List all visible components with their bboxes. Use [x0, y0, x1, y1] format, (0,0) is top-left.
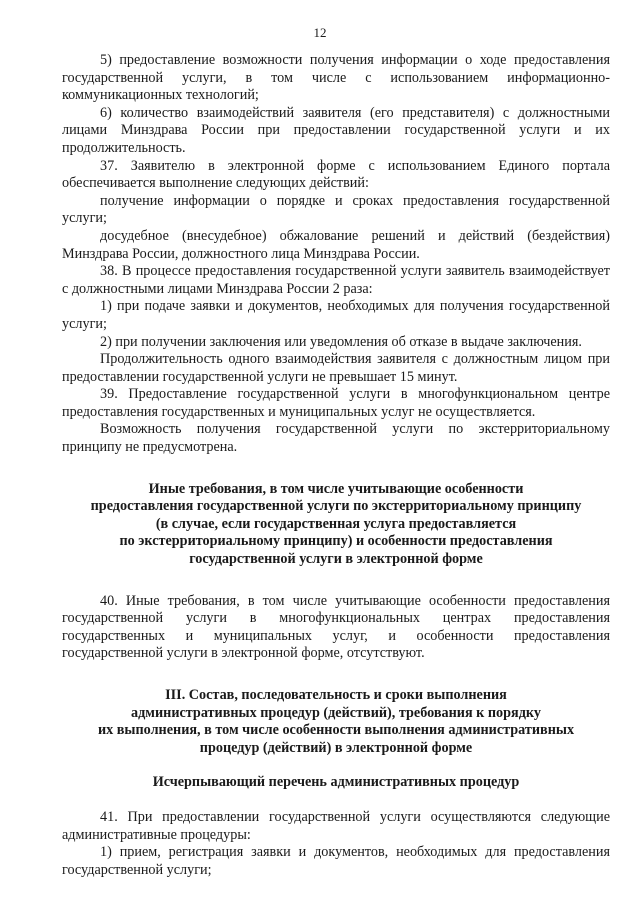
- paragraph: 1) при подаче заявки и документов, необходимых для получения государственной услуги;: [62, 298, 610, 332]
- paragraph: 1) прием, регистрация заявки и документов, необходимых для предоставления государственной услуги;: [62, 844, 610, 878]
- heading-line: предоставления государственной услуги по экстерриториальному принципу: [90, 498, 582, 515]
- section-heading-other-requirements: [62, 481, 610, 569]
- page-content: [62, 52, 610, 879]
- paragraph: 38. В процессе предоставления государственной услуги заявитель взаимодействует с должностными лицами Минздрава России 2 раза:: [62, 263, 610, 297]
- paragraph: Возможность получения государственной услуги по экстерриториальному принципу не предусмотрена.: [62, 421, 610, 456]
- heading-line: государственной услуги в электронной форме: [189, 551, 483, 568]
- paragraph: 41. При предоставлении государственной услуги осуществляются следующие административные процедуры:: [62, 808, 610, 843]
- heading-line: (в случае, если государственная услуга предоставляется: [155, 515, 517, 532]
- paragraph: досудебное (внесудебное) обжалование решений и действий (бездействия) Минздрава России, должностного лица Минздрава России.: [62, 227, 610, 262]
- heading-line: их выполнения, в том числе особенности выполнения административных: [97, 722, 575, 739]
- paragraph: Продолжительность одного взаимодействия заявителя с должностным лицом при предоставлении государственной услуги не превышает 15 минут.: [62, 351, 610, 385]
- heading-line: III. Состав, последовательность и сроки выполнения: [165, 687, 507, 703]
- paragraph: 39. Предоставление государственной услуги в многофункциональном центре предоставления государственных и муниципальных услуг не осуществляется.: [62, 386, 610, 420]
- heading-line: процедур (действий) в электронной форме: [199, 739, 473, 756]
- section-heading-chapter-iii: [62, 687, 610, 757]
- paragraph: 2) при получении заключения или уведомления об отказе в выдаче заключения.: [100, 333, 582, 350]
- paragraph: 5) предоставление возможности получения информации о ходе предоставления государственной услуги, в том числе с использованием информационно-коммуникационных технологий;: [62, 52, 610, 104]
- heading-line: по экстерриториальному принципу) и особенности предоставления: [119, 533, 553, 550]
- page-number: 12: [313, 25, 327, 40]
- heading-line: Исчерпывающий перечень административных процедур: [152, 774, 520, 791]
- paragraph: 37. Заявителю в электронной форме с использованием Единого портала обеспечивается выполнение следующих действий:: [62, 157, 610, 192]
- paragraph: 40. Иные требования, в том числе учитывающие особенности предоставления государственной услуги в многофункциональных центрах предоставления государственных и муниципальных услуг, и особенности предоставления государственной услуги в электронной форме, отсутствуют.: [62, 592, 610, 662]
- paragraph: 6) количество взаимодействий заявителя (его представителя) с должностными лицами Минздрава России при предоставлении государственной услуги и их продолжительность.: [62, 104, 610, 156]
- section-heading-procedure-list: [62, 774, 610, 792]
- heading-line: Иные требования, в том числе учитывающие особенности: [148, 480, 524, 497]
- paragraph: получение информации о порядке и сроках предоставления государственной услуги;: [62, 192, 610, 227]
- heading-line: административных процедур (действий), требования к порядку: [131, 704, 541, 721]
